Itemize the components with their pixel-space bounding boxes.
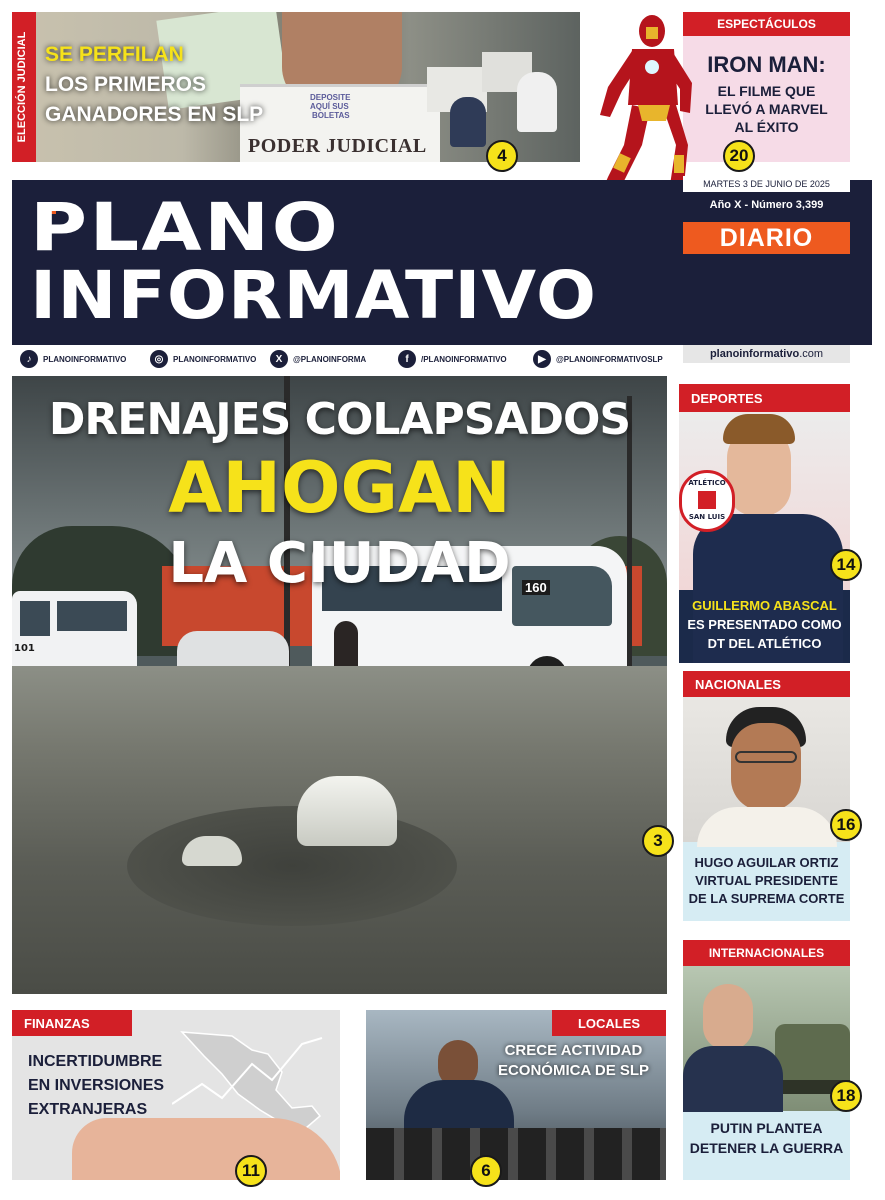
social-instagram-handle: PLANOINFORMATIVO: [173, 354, 257, 364]
deportes-name: GUILLERMO ABASCAL: [692, 598, 837, 613]
deportes-line3: DT DEL ATLÉTICO: [707, 636, 822, 651]
bus-main-number: 160: [522, 580, 550, 595]
deportes-teaser[interactable]: [679, 384, 850, 663]
locales-teaser[interactable]: [366, 1010, 666, 1180]
social-youtube-handle: @PLANOINFORMATIVOSLP: [556, 354, 663, 364]
finanzas-line2: EN INVERSIONES: [28, 1077, 165, 1094]
espectaculos-title: IRON MAN:: [707, 52, 826, 77]
masthead-date: MARTES 3 DE JUNIO DE 2025: [703, 179, 830, 189]
internacionales-section: INTERNACIONALES: [683, 940, 850, 966]
espectaculos-line3: AL ÉXITO: [734, 119, 799, 135]
main-story-page-badge[interactable]: 3: [642, 825, 674, 857]
internacionales-page-badge[interactable]: 18: [830, 1080, 862, 1112]
website-bold: planoinformativo: [709, 348, 800, 360]
locales-page-badge[interactable]: 6: [470, 1155, 502, 1187]
ballot-box-text3: BOLETAS: [312, 111, 350, 120]
social-tiktok-handle: PLANOINFORMATIVO: [43, 354, 127, 364]
internacionales-line1: PUTIN PLANTEA: [710, 1120, 823, 1136]
nacionales-glasses: [735, 751, 797, 763]
bus-left: [12, 591, 137, 676]
open-hand: [72, 1118, 340, 1180]
nacionales-line3: DE LA SUPREMA CORTE: [688, 891, 845, 906]
finanzas-page-badge[interactable]: 11: [235, 1155, 267, 1187]
espectaculos-section: ESPECTÁCULOS: [683, 12, 850, 36]
election-headline-line3: GANADORES EN SLP: [45, 103, 264, 126]
machine-parts: [366, 1128, 666, 1180]
locales-section: LOCALES: [552, 1010, 666, 1036]
ballot-box-label: PODER JUDICIAL: [248, 135, 427, 157]
social-x[interactable]: [270, 350, 366, 368]
espectaculos-line1: EL FILME QUE: [717, 83, 816, 99]
finanzas-line1: INCERTIDUMBRE: [28, 1053, 163, 1070]
election-headline[interactable]: [45, 40, 263, 130]
deportes-player-hair: [723, 414, 795, 444]
social-facebook[interactable]: [398, 350, 507, 368]
water-geyser: [297, 776, 397, 846]
nacionales-section: NACIONALES: [683, 671, 850, 697]
finanzas-line3: EXTRANJERAS: [28, 1101, 148, 1118]
atletico-crest-bottom: SAN LUIS: [688, 513, 726, 521]
atletico-crest: [679, 470, 735, 532]
election-headline-line1: SE PERFILAN: [45, 43, 184, 66]
poll-worker: [517, 72, 557, 132]
x-icon: X: [270, 350, 288, 368]
masthead-date-bar: [683, 176, 850, 192]
internacionales-teaser[interactable]: [683, 940, 850, 1180]
main-headline-line2: AHOGAN: [168, 447, 511, 529]
website-link[interactable]: [683, 345, 850, 363]
espectaculos-page-badge[interactable]: 20: [723, 140, 755, 172]
espectaculos-teaser[interactable]: [683, 12, 850, 162]
deportes-section: DEPORTES: [679, 384, 850, 412]
facebook-icon: f: [398, 350, 416, 368]
social-youtube[interactable]: [533, 350, 663, 368]
putin-head: [703, 984, 753, 1050]
social-instagram[interactable]: [150, 350, 256, 368]
nacionales-teaser[interactable]: [683, 671, 850, 921]
ballot-box-text2: AQUÍ SUS: [310, 102, 349, 111]
water-geyser-2: [182, 836, 242, 866]
youtube-icon: ▶: [533, 350, 551, 368]
drain-cover: [127, 806, 457, 926]
ballot-box[interactable]: [240, 84, 440, 162]
election-teaser[interactable]: [12, 12, 580, 162]
election-side-label-bar: [12, 12, 36, 162]
main-headline-line1: DRENAJES COLAPSADOS: [48, 394, 631, 445]
espectaculos-line2: LLEVÓ A MARVEL: [705, 101, 828, 117]
putin-body: [683, 1046, 783, 1112]
deportes-line2: ES PRESENTADO COMO: [687, 617, 842, 632]
social-tiktok[interactable]: [20, 350, 126, 368]
locales-line2: ECONÓMICA DE SLP: [497, 1062, 650, 1079]
nacionales-line1: HUGO AGUILAR ORTIZ: [694, 855, 839, 870]
election-page-badge[interactable]: 4: [486, 140, 518, 172]
poll-worker-2: [450, 97, 486, 147]
finanzas-teaser[interactable]: [12, 1010, 340, 1180]
instagram-icon: ◎: [150, 350, 168, 368]
social-x-handle: @PLANOINFORMA: [293, 354, 367, 364]
nacionales-person-body: [697, 807, 837, 847]
nacionales-person-head: [731, 723, 801, 811]
election-headline-line2: LOS PRIMEROS: [45, 73, 207, 96]
tank: [775, 1024, 850, 1084]
main-story[interactable]: [12, 376, 667, 994]
nacionales-line2: VIRTUAL PRESIDENTE: [695, 873, 838, 888]
ballot-box-text1: DEPOSITE: [310, 93, 351, 102]
nacionales-page-badge[interactable]: 16: [830, 809, 862, 841]
social-facebook-handle: /PLANOINFORMATIVO: [421, 354, 507, 364]
main-headline-line3: LA CIUDAD: [168, 531, 511, 596]
masthead-badge: [683, 222, 850, 254]
masthead-title-line2: INFORMATIVO: [30, 257, 598, 334]
finanzas-section: FINANZAS: [12, 1010, 132, 1036]
election-side-label: ELECCIÓN JUDICIAL: [16, 31, 28, 143]
masthead-badge-text: DIARIO: [719, 223, 814, 252]
atletico-crest-top: ATLÉTICO: [688, 479, 726, 487]
locales-line1: CRECE ACTIVIDAD: [504, 1042, 643, 1059]
masthead-issue: Año X - Número 3,399: [709, 199, 824, 211]
website-suffix: .com: [799, 348, 824, 360]
masthead-title-line1: PLANO: [30, 189, 341, 266]
bus-left-number: 101: [14, 643, 35, 654]
tiktok-icon: ♪: [20, 350, 38, 368]
deportes-page-badge[interactable]: 14: [830, 549, 862, 581]
internacionales-line2: DETENER LA GUERRA: [689, 1140, 844, 1156]
